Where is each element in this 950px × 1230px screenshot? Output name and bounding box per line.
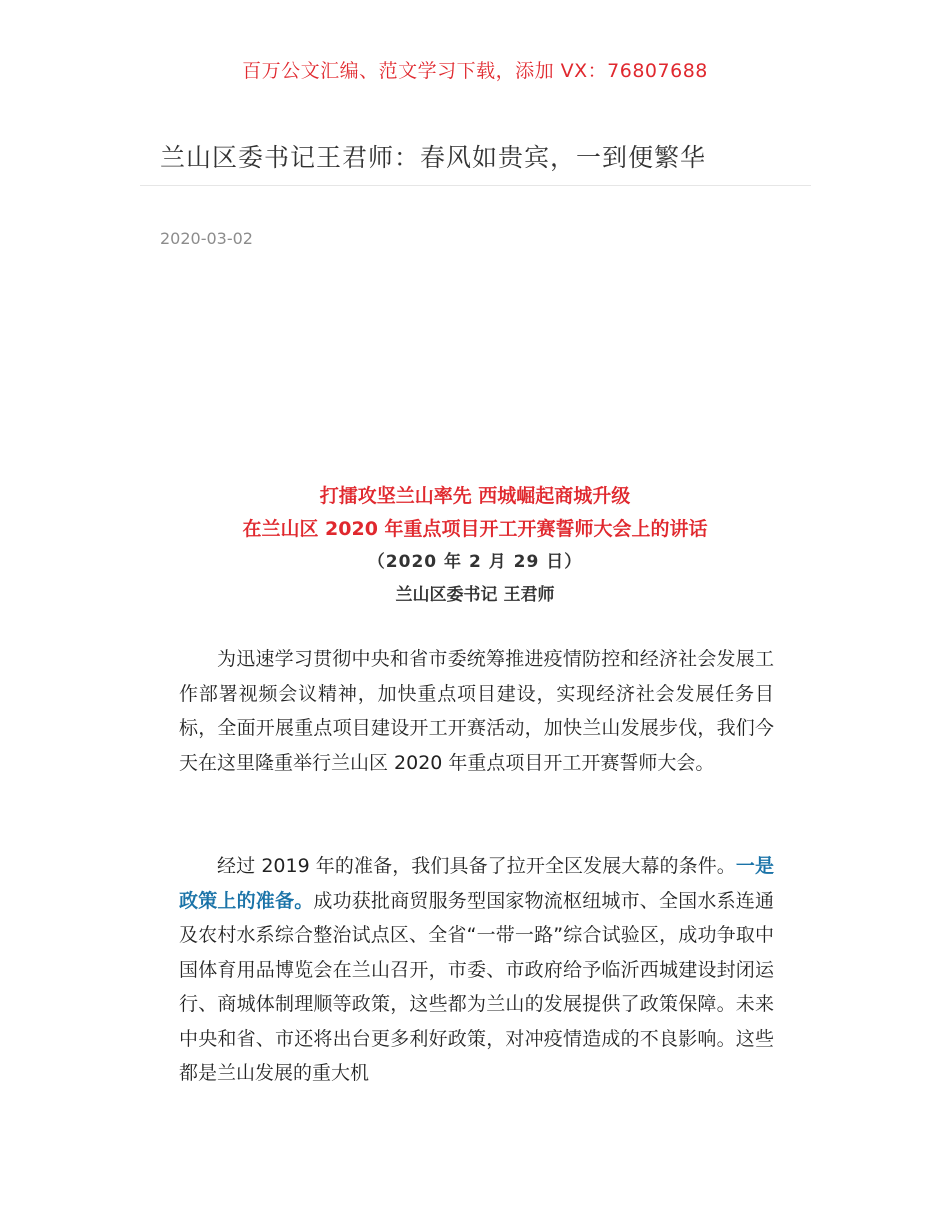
promo-banner: 百万公文汇编、范文学习下载，添加 VX：76807688 bbox=[242, 60, 708, 82]
body-paragraph-preparation bbox=[179, 849, 774, 1099]
publish-date: 2020-03-02 bbox=[160, 229, 253, 248]
speech-slogan: 打擂攻坚兰山率先 西城崛起商城升级 bbox=[319, 485, 631, 507]
paragraph-body-text: 成功获批商贸服务型国家物流枢纽城市、全国水系连通及农村水系综合整治试点区、全省“一带一路”综合试验区，成功争取中国体育用品博览会在兰山召开，市委、市政府给予临沂西城建设封闭运行、商城体制理顺等政策，这些都为兰山的发展提供了政策保障。未来中央和省、市还将出台更多利好政策，对冲疫情造成的不良影响。这些都是兰山发展的重大机 bbox=[179, 889, 774, 1084]
speech-header bbox=[0, 480, 950, 612]
body-paragraph-intro: 为迅速学习贯彻中央和省市委统筹推进疫情防控和经济社会发展工作部署视频会议精神，加快重点项目建设，实现经济社会发展任务目标，全面开展重点项目建设开工开赛活动，加快兰山发展步伐，我们今天在这里隆重举行兰山区 2020 年重点项目开工开赛誓师大会。 bbox=[179, 648, 774, 774]
speech-title: 在兰山区 2020 年重点项目开工开赛誓师大会上的讲话 bbox=[242, 518, 708, 540]
speech-date: （2020 年 2 月 29 日） bbox=[367, 552, 583, 572]
article-title: 兰山区委书记王君师：春风如贵宾，一到便繁华 bbox=[160, 143, 707, 172]
paragraph-lead-text: 经过 2019 年的准备，我们具备了拉开全区发展大幕的条件。 bbox=[217, 855, 736, 877]
speech-speaker: 兰山区委书记 王君师 bbox=[395, 585, 555, 605]
policy-preparation-heading: 一是政策上的准备。 bbox=[179, 855, 774, 912]
title-divider bbox=[140, 185, 811, 186]
